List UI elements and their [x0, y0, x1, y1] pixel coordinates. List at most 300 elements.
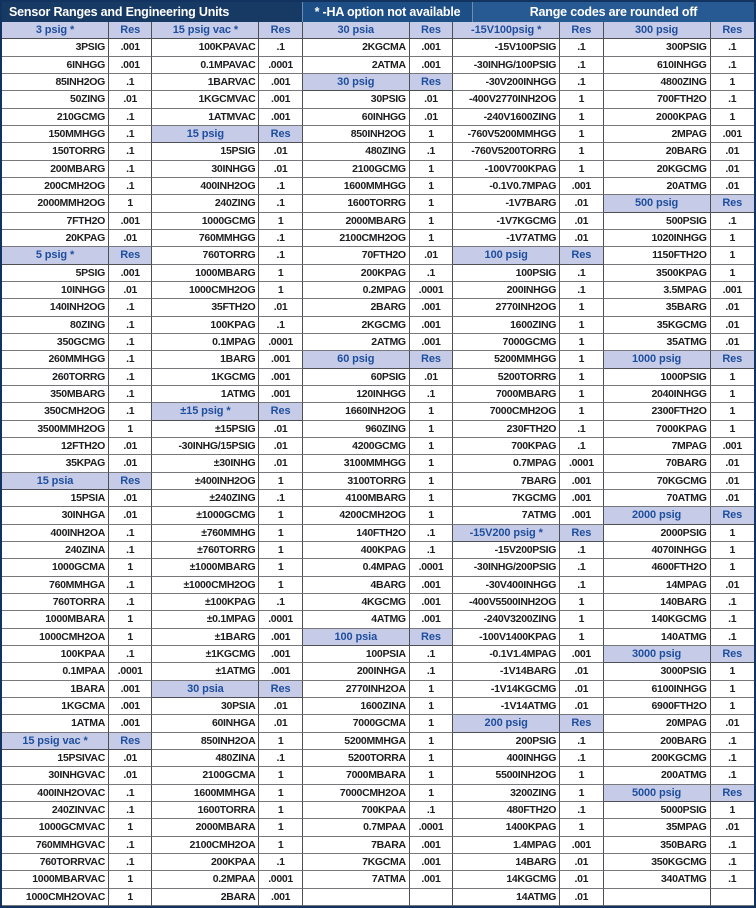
resolution-cell: .001 — [109, 39, 152, 56]
resolution-cell: .1 — [259, 195, 302, 212]
range-code-cell: ±0.1MPAG — [152, 611, 259, 628]
range-code-cell: 400INHGG — [453, 750, 560, 767]
range-code-cell: 20BARG — [604, 143, 711, 160]
range-code-cell: 14BARG — [453, 854, 560, 871]
range-code-cell: 1000GCMVAC — [2, 819, 109, 836]
resolution-cell: .01 — [109, 91, 152, 108]
range-code-cell: 30PSIG — [303, 91, 410, 108]
range-code-cell: 60INHGA — [152, 715, 259, 732]
resolution-cell: .001 — [410, 871, 453, 888]
resolution-cell: .01 — [560, 230, 603, 247]
resolution-cell: .1 — [410, 802, 453, 819]
range-code-cell: 1ATMG — [152, 386, 259, 403]
resolution-cell: .1 — [259, 854, 302, 871]
resolution-cell: .01 — [259, 161, 302, 178]
range-code-cell: 1600TORRA — [152, 802, 259, 819]
resolution-cell: 1 — [410, 438, 453, 455]
range-code-cell: 14MPAG — [604, 577, 711, 594]
range-code-cell: ±240ZING — [152, 490, 259, 507]
resolution-cell: .001 — [711, 438, 754, 455]
range-code-cell: 400INH2OA — [2, 525, 109, 542]
ha-option-note: * -HA option not available — [314, 5, 461, 19]
resolution-cell: .01 — [109, 490, 152, 507]
empty-res-cell — [410, 889, 453, 906]
range-code-cell: 35BARG — [604, 299, 711, 316]
range-code-cell: 100KPAVAC — [152, 39, 259, 56]
range-code-cell: 0.2MPAG — [303, 282, 410, 299]
resolution-cell: .01 — [109, 507, 152, 524]
range-code-cell: ±1000CMH2OG — [152, 577, 259, 594]
range-code-cell: -1V14ATMG — [453, 698, 560, 715]
section-header-res-cell: Res — [560, 715, 603, 732]
resolution-cell: .01 — [560, 871, 603, 888]
range-code-cell: ±1KGCMG — [152, 646, 259, 663]
section-header-cell: 5 psig * — [2, 247, 109, 264]
section-header-cell: 30 psig — [303, 74, 410, 91]
section-header-res-cell: Res — [410, 351, 453, 368]
resolution-cell: .001 — [109, 213, 152, 230]
resolution-cell: .1 — [560, 438, 603, 455]
range-code-cell: 2BARG — [303, 299, 410, 316]
resolution-cell: .01 — [410, 369, 453, 386]
resolution-cell: 1 — [410, 490, 453, 507]
range-code-cell: 5200TORRA — [303, 750, 410, 767]
range-code-cell: 400INH2OVAC — [2, 785, 109, 802]
section-header-res-cell: Res — [259, 681, 302, 698]
table-body — [2, 22, 754, 906]
resolution-cell: 1 — [711, 386, 754, 403]
resolution-cell: 1 — [410, 230, 453, 247]
range-code-cell: 7ATMG — [453, 507, 560, 524]
range-code-cell: 1KGCMA — [2, 698, 109, 715]
range-code-cell: 1000MBARA — [2, 611, 109, 628]
resolution-cell: .001 — [259, 386, 302, 403]
resolution-cell: 1 — [560, 369, 603, 386]
range-code-cell: 70BARG — [604, 455, 711, 472]
range-code-cell: 60INHGG — [303, 109, 410, 126]
range-code-cell: ±1ATMG — [152, 663, 259, 680]
range-code-cell: -15V200PSIG — [453, 542, 560, 559]
section-header-cell: 5000 psig — [604, 785, 711, 802]
resolution-cell: 1 — [711, 403, 754, 420]
range-code-cell: -1V7KGCMG — [453, 213, 560, 230]
range-code-cell: -1V7BARG — [453, 195, 560, 212]
range-code-cell: 200KPAG — [303, 265, 410, 282]
resolution-cell: 1 — [560, 819, 603, 836]
range-code-cell: 5PSIG — [2, 265, 109, 282]
resolution-cell: .001 — [259, 663, 302, 680]
section-header-res-cell: Res — [109, 473, 152, 490]
resolution-cell: .1 — [109, 837, 152, 854]
resolution-cell: .1 — [560, 39, 603, 56]
range-code-cell: 14KGCMG — [453, 871, 560, 888]
resolution-cell: .01 — [109, 230, 152, 247]
range-code-cell: 1000CMH2OG — [152, 282, 259, 299]
resolution-cell: 1 — [560, 351, 603, 368]
range-code-cell: 4KGCMG — [303, 594, 410, 611]
range-code-cell: 2300FTH2O — [604, 403, 711, 420]
resolution-cell: .01 — [109, 455, 152, 472]
range-code-cell: -30INHG/100PSIG — [453, 57, 560, 74]
resolution-cell: .1 — [711, 629, 754, 646]
section-header-res-cell: Res — [711, 195, 754, 212]
range-code-cell: -240V3200ZING — [453, 611, 560, 628]
resolution-cell: .1 — [560, 265, 603, 282]
resolution-cell: .01 — [259, 421, 302, 438]
resolution-cell: .1 — [109, 369, 152, 386]
range-code-cell: 1600TORRG — [303, 195, 410, 212]
range-code-cell: 0.1MPAG — [152, 334, 259, 351]
section-header-res-cell: Res — [410, 74, 453, 91]
empty-range-cell — [303, 889, 410, 906]
range-code-cell: 30INHGA — [2, 507, 109, 524]
range-code-cell: 230FTH2O — [453, 421, 560, 438]
resolution-cell: .001 — [560, 837, 603, 854]
resolution-cell: .001 — [410, 854, 453, 871]
range-code-cell: 350MBARG — [2, 386, 109, 403]
range-code-cell: 70KGCMG — [604, 473, 711, 490]
range-code-cell: 30INHGVAC — [2, 767, 109, 784]
section-header-res-cell: Res — [560, 525, 603, 542]
resolution-cell: .0001 — [259, 871, 302, 888]
resolution-cell: .1 — [711, 733, 754, 750]
resolution-cell: .1 — [410, 663, 453, 680]
resolution-cell: .001 — [259, 351, 302, 368]
resolution-cell: .01 — [711, 334, 754, 351]
resolution-cell: .01 — [259, 438, 302, 455]
range-code-cell: 3000PSIG — [604, 663, 711, 680]
resolution-cell: .001 — [410, 57, 453, 74]
resolution-cell: 1 — [410, 473, 453, 490]
range-code-cell: -100V1400KPAG — [453, 629, 560, 646]
range-code-cell: -760V5200TORRG — [453, 143, 560, 160]
resolution-cell: .1 — [259, 317, 302, 334]
range-code-cell: 1ATMVAC — [152, 109, 259, 126]
resolution-cell: .0001 — [259, 611, 302, 628]
resolution-cell: .001 — [410, 837, 453, 854]
section-header-cell: 15 psig vac * — [152, 22, 259, 39]
range-code-cell: 6100INHGG — [604, 681, 711, 698]
resolution-cell: .1 — [109, 594, 152, 611]
resolution-cell: .1 — [410, 386, 453, 403]
range-code-cell: 240ZINVAC — [2, 802, 109, 819]
range-code-cell: 480FTH2O — [453, 802, 560, 819]
range-code-cell: 0.4MPAG — [303, 559, 410, 576]
section-header-res-cell: Res — [410, 629, 453, 646]
range-code-cell: 850INH2OA — [152, 733, 259, 750]
section-header-cell: -15V100psig * — [453, 22, 560, 39]
range-code-cell: 1000CMH2OA — [2, 629, 109, 646]
resolution-cell: .001 — [711, 282, 754, 299]
resolution-cell: .01 — [711, 577, 754, 594]
range-code-cell: 7000GCMG — [453, 334, 560, 351]
resolution-cell: .01 — [109, 750, 152, 767]
resolution-cell: .01 — [109, 282, 152, 299]
section-header-res-cell: Res — [560, 247, 603, 264]
resolution-cell: .1 — [410, 143, 453, 160]
range-code-cell: 1000GCMA — [2, 559, 109, 576]
resolution-cell: 1 — [560, 143, 603, 160]
resolution-cell: .1 — [109, 542, 152, 559]
resolution-cell: 1 — [410, 455, 453, 472]
range-code-cell: 240ZINA — [2, 542, 109, 559]
resolution-cell: .01 — [560, 854, 603, 871]
resolution-cell: .01 — [410, 109, 453, 126]
range-code-cell: 350CMH2OG — [2, 403, 109, 420]
title-bar-right-segment — [472, 2, 754, 22]
range-code-cell: 5500INH2OG — [453, 767, 560, 784]
title-bar-mid-segment — [302, 2, 472, 22]
range-code-cell: 3500KPAG — [604, 265, 711, 282]
resolution-cell: .1 — [109, 161, 152, 178]
range-code-cell: 200INHGG — [453, 282, 560, 299]
range-code-cell: 200KGCMG — [604, 750, 711, 767]
resolution-cell: 1 — [109, 195, 152, 212]
resolution-cell: 1 — [560, 161, 603, 178]
resolution-cell: .001 — [109, 265, 152, 282]
range-code-cell: 700KPAA — [303, 802, 410, 819]
range-code-cell: 200ATMG — [604, 767, 711, 784]
resolution-cell: 1 — [711, 681, 754, 698]
resolution-cell: .01 — [711, 819, 754, 836]
resolution-cell: .01 — [410, 91, 453, 108]
resolution-cell: .001 — [560, 473, 603, 490]
section-header-res-cell: Res — [711, 785, 754, 802]
resolution-cell: .1 — [711, 91, 754, 108]
range-code-cell: 35KPAG — [2, 455, 109, 472]
resolution-cell: 1 — [560, 109, 603, 126]
range-code-cell: 7BARA — [303, 837, 410, 854]
range-code-cell: ±760TORRG — [152, 542, 259, 559]
range-code-cell: 70FTH2O — [303, 247, 410, 264]
range-code-cell: 7FTH2O — [2, 213, 109, 230]
range-code-cell: 2040INHGG — [604, 386, 711, 403]
resolution-cell: .001 — [711, 126, 754, 143]
resolution-cell: 1 — [259, 265, 302, 282]
range-code-cell: 2MPAG — [604, 126, 711, 143]
range-code-cell: 7000MBARA — [303, 767, 410, 784]
range-code-cell: 5200TORRG — [453, 369, 560, 386]
resolution-cell: .001 — [410, 317, 453, 334]
resolution-cell: .01 — [259, 143, 302, 160]
section-header-cell: 30 psia — [152, 681, 259, 698]
range-code-cell: 2100GCMA — [152, 767, 259, 784]
resolution-cell: 1 — [410, 213, 453, 230]
range-code-cell: 4100MBARG — [303, 490, 410, 507]
resolution-cell: .01 — [259, 715, 302, 732]
resolution-cell: .001 — [109, 698, 152, 715]
range-code-cell: 0.1MPAVAC — [152, 57, 259, 74]
range-code-cell: 350BARG — [604, 837, 711, 854]
range-code-cell: 30PSIA — [152, 698, 259, 715]
resolution-cell: 1 — [259, 577, 302, 594]
resolution-cell: .01 — [560, 195, 603, 212]
range-code-cell: 1400KPAG — [453, 819, 560, 836]
section-header-cell: 2000 psig — [604, 507, 711, 524]
resolution-cell: 1 — [560, 594, 603, 611]
range-code-cell: 2100CMH2OG — [303, 230, 410, 247]
range-code-cell: 2KGCMG — [303, 317, 410, 334]
resolution-cell: 1 — [259, 785, 302, 802]
range-code-cell: 12FTH2O — [2, 438, 109, 455]
range-code-cell: 100KPAA — [2, 646, 109, 663]
range-code-cell: 100PSIA — [303, 646, 410, 663]
range-code-cell: 30INHGG — [152, 161, 259, 178]
section-header-cell: 3000 psig — [604, 646, 711, 663]
range-code-cell: 20KPAG — [2, 230, 109, 247]
range-code-cell: -30V400INHGG — [453, 577, 560, 594]
range-code-cell: 1BARVAC — [152, 74, 259, 91]
range-code-cell: 5200MMHGA — [303, 733, 410, 750]
range-code-cell: 1ATMA — [2, 715, 109, 732]
range-code-cell: 500PSIG — [604, 213, 711, 230]
range-code-cell: 4600FTH2O — [604, 559, 711, 576]
resolution-cell: 1 — [410, 767, 453, 784]
range-code-cell: 1660INH2OG — [303, 403, 410, 420]
range-code-cell: 35ATMG — [604, 334, 711, 351]
range-code-cell: 610INHGG — [604, 57, 711, 74]
resolution-cell: 1 — [410, 733, 453, 750]
section-header-res-cell: Res — [259, 22, 302, 39]
range-code-cell: 480ZINA — [152, 750, 259, 767]
resolution-cell: .01 — [711, 455, 754, 472]
resolution-cell: .001 — [109, 715, 152, 732]
range-code-cell: ±1BARG — [152, 629, 259, 646]
resolution-cell: .0001 — [410, 819, 453, 836]
range-code-cell: 700KPAG — [453, 438, 560, 455]
range-code-cell: ±1000GCMG — [152, 507, 259, 524]
range-code-cell: 260TORRG — [2, 369, 109, 386]
resolution-cell: .01 — [259, 455, 302, 472]
section-header-res-cell: Res — [410, 22, 453, 39]
range-code-cell: -1V14BARG — [453, 663, 560, 680]
range-code-cell: 80ZING — [2, 317, 109, 334]
resolution-cell: .01 — [711, 490, 754, 507]
resolution-cell: 1 — [560, 403, 603, 420]
range-code-cell: 100PSIG — [453, 265, 560, 282]
resolution-cell: .1 — [109, 525, 152, 542]
resolution-cell: .1 — [109, 403, 152, 420]
resolution-cell: .001 — [410, 299, 453, 316]
range-code-cell: 1BARA — [2, 681, 109, 698]
range-code-cell: 340ATMG — [604, 871, 711, 888]
section-header-cell: 1000 psig — [604, 351, 711, 368]
section-header-cell: 30 psia — [303, 22, 410, 39]
range-code-cell: 2770INH2OA — [303, 681, 410, 698]
resolution-cell: 1 — [259, 507, 302, 524]
range-code-cell: 4200CMH2OG — [303, 507, 410, 524]
resolution-cell: .01 — [711, 161, 754, 178]
resolution-cell: 1 — [410, 178, 453, 195]
range-code-cell: 1000GCMG — [152, 213, 259, 230]
range-code-cell: 7MPAG — [604, 438, 711, 455]
resolution-cell: 1 — [711, 698, 754, 715]
range-code-cell: 100KPAG — [152, 317, 259, 334]
resolution-cell: .001 — [259, 91, 302, 108]
range-code-cell: 4ATMG — [303, 611, 410, 628]
range-code-cell: 70ATMG — [604, 490, 711, 507]
resolution-cell: 1 — [259, 542, 302, 559]
resolution-cell: .0001 — [410, 559, 453, 576]
resolution-cell: 1 — [259, 282, 302, 299]
resolution-cell: 1 — [711, 369, 754, 386]
range-code-cell: 6900FTH2O — [604, 698, 711, 715]
resolution-cell: 1 — [109, 889, 152, 906]
range-code-cell: 15PSIA — [2, 490, 109, 507]
range-code-cell: 7BARG — [453, 473, 560, 490]
range-code-cell: 120INHGG — [303, 386, 410, 403]
range-code-cell: 1BARG — [152, 351, 259, 368]
range-code-cell: 1.4MPAG — [453, 837, 560, 854]
resolution-cell: .1 — [711, 594, 754, 611]
range-code-cell: 3PSIG — [2, 39, 109, 56]
range-code-cell: 1600ZINA — [303, 698, 410, 715]
section-header-res-cell: Res — [711, 22, 754, 39]
resolution-cell: .01 — [560, 889, 603, 906]
resolution-cell: .1 — [109, 109, 152, 126]
resolution-cell: .001 — [259, 889, 302, 906]
range-code-cell: 1020INHGG — [604, 230, 711, 247]
resolution-cell: .01 — [259, 299, 302, 316]
range-code-cell: 2000MBARA — [152, 819, 259, 836]
section-header-cell: 200 psig — [453, 715, 560, 732]
section-header-cell: 3 psig * — [2, 22, 109, 39]
section-header-res-cell: Res — [711, 646, 754, 663]
resolution-cell: 1 — [410, 161, 453, 178]
resolution-cell: .1 — [560, 733, 603, 750]
resolution-cell: 1 — [259, 559, 302, 576]
range-code-cell: 400INH2OG — [152, 178, 259, 195]
resolution-cell: .1 — [711, 767, 754, 784]
resolution-cell: .1 — [711, 750, 754, 767]
range-code-cell: 2100CMH2OA — [152, 837, 259, 854]
resolution-cell: .001 — [259, 369, 302, 386]
section-header-cell: 500 psig — [604, 195, 711, 212]
resolution-cell: .1 — [259, 178, 302, 195]
resolution-cell: 1 — [109, 819, 152, 836]
range-code-cell: 4BARG — [303, 577, 410, 594]
resolution-cell: .01 — [410, 247, 453, 264]
resolution-cell: 1 — [560, 386, 603, 403]
resolution-cell: 1 — [410, 750, 453, 767]
range-code-cell: 140FTH2O — [303, 525, 410, 542]
range-code-cell: 0.2MPAA — [152, 871, 259, 888]
range-code-cell: 140KGCMG — [604, 611, 711, 628]
resolution-cell: .001 — [410, 334, 453, 351]
resolution-cell: .1 — [259, 594, 302, 611]
resolution-cell: .1 — [109, 299, 152, 316]
range-code-cell: 7000GCMA — [303, 715, 410, 732]
range-code-cell: 2ATMG — [303, 334, 410, 351]
range-code-cell: 85INH2OG — [2, 74, 109, 91]
range-code-cell: -100V700KPAG — [453, 161, 560, 178]
range-code-cell: -15V100PSIG — [453, 39, 560, 56]
range-code-cell: 4200GCMG — [303, 438, 410, 455]
range-code-cell: 4070INHGG — [604, 542, 711, 559]
resolution-cell: 1 — [259, 733, 302, 750]
resolution-cell: .1 — [109, 351, 152, 368]
resolution-cell: 1 — [410, 403, 453, 420]
resolution-cell: .1 — [560, 750, 603, 767]
range-code-cell: 200BARG — [604, 733, 711, 750]
resolution-cell: 1 — [259, 819, 302, 836]
resolution-cell: 1 — [560, 299, 603, 316]
range-code-cell: 300PSIG — [604, 39, 711, 56]
resolution-cell: 1 — [711, 559, 754, 576]
range-code-cell: -30INHG/15PSIG — [152, 438, 259, 455]
resolution-cell: .1 — [109, 178, 152, 195]
resolution-cell: 1 — [560, 91, 603, 108]
